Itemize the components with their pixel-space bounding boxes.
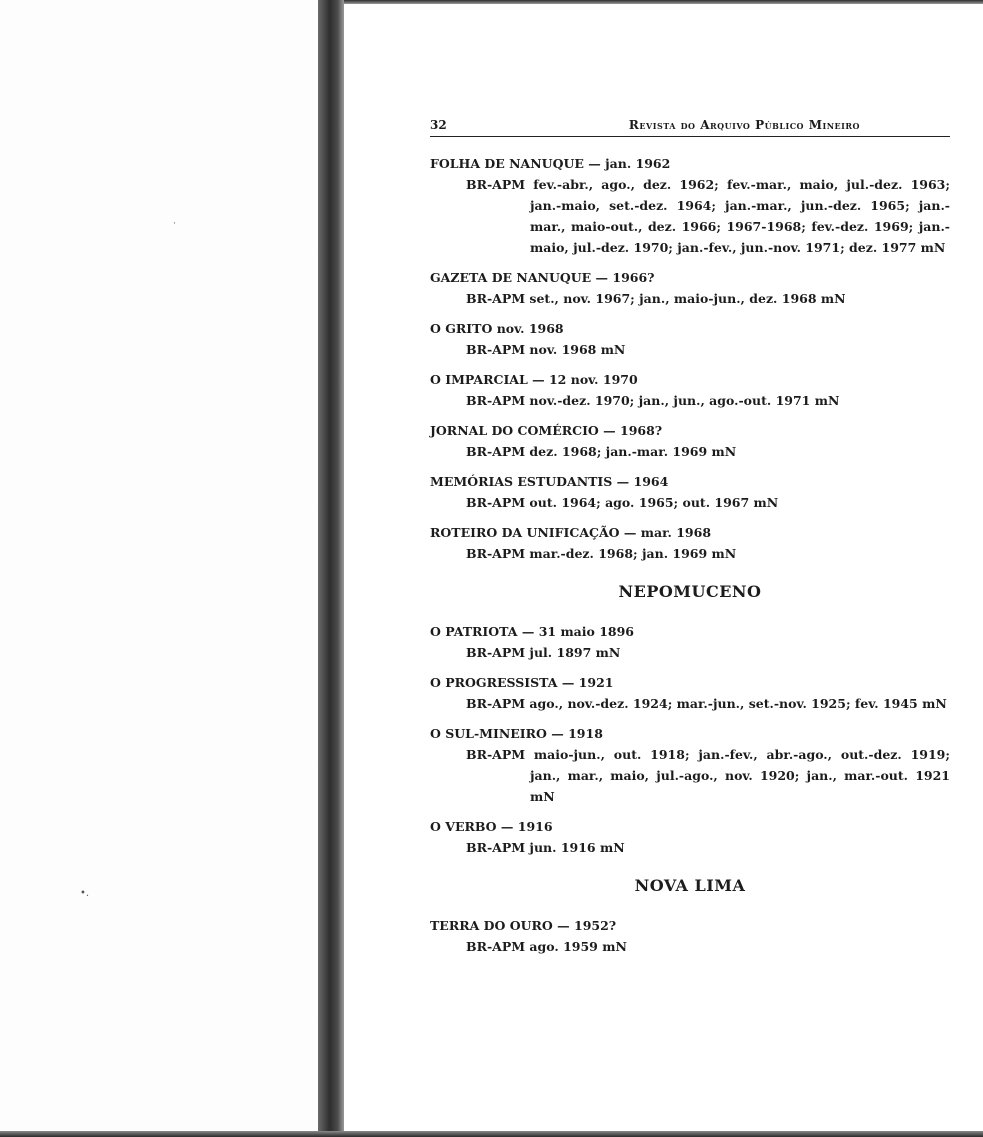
left-facing-page [0, 0, 318, 1137]
paper-speck: •. [80, 888, 90, 899]
entry-title: FOLHA DE NANUQUE — jan. 1962 [430, 156, 671, 171]
catalog-entry [430, 672, 950, 714]
entry-title: JORNAL DO COMÉRCIO — 1968? [430, 423, 663, 438]
book-spine [318, 0, 344, 1137]
catalog-entry [430, 153, 950, 258]
catalog-entry [430, 267, 950, 309]
entry-holding: BR-APM nov. 1968 mN [466, 342, 626, 357]
section-nepomuceno [430, 582, 950, 858]
catalog-entry [430, 915, 950, 957]
entry-title: GAZETA DE NANUQUE — 1966? [430, 270, 655, 285]
document-page [430, 118, 950, 966]
entry-holding: BR-APM dez. 1968; jan.-mar. 1969 mN [466, 444, 737, 459]
entry-holding: BR-APM maio-jun., out. 1918; jan.-fev., abr.-ago., out.-dez. 1919; jan., mar., maio, jul.-ago., nov. 1920; jan., mar.-out. 1921 mN [466, 747, 950, 804]
entry-holding: BR-APM mar.-dez. 1968; jan. 1969 mN [466, 546, 737, 561]
paper-speck: ˙ [172, 222, 177, 233]
entry-holding: BR-APM ago., nov.-dez. 1924; mar.-jun., set.-nov. 1925; fev. 1945 mN [466, 696, 947, 711]
entry-holding: BR-APM jul. 1897 mN [466, 645, 621, 660]
catalog-entry [430, 723, 950, 807]
entry-title: O SUL-MINEIRO — 1918 [430, 726, 603, 741]
section-nanuque [430, 153, 950, 564]
catalog-entry [430, 621, 950, 663]
page-top-edge [344, 0, 983, 4]
entry-holding: BR-APM set., nov. 1967; jan., maio-jun., dez. 1968 mN [466, 291, 846, 306]
entry-title: MEMÓRIAS ESTUDANTIS — 1964 [430, 474, 669, 489]
entry-title: O VERBO — 1916 [430, 819, 553, 834]
entry-title: ROTEIRO DA UNIFICAÇÃO — mar. 1968 [430, 525, 712, 540]
entry-title: TERRA DO OURO — 1952? [430, 918, 617, 933]
entry-title: O GRITO nov. 1968 [430, 321, 564, 336]
section-heading: NOVA LIMA [634, 876, 746, 895]
page-bottom-edge [0, 1131, 983, 1137]
catalog-entry [430, 318, 950, 360]
entry-holding: BR-APM ago. 1959 mN [466, 939, 627, 954]
section-nova-lima [430, 876, 950, 957]
catalog-entry [430, 420, 950, 462]
catalog-entry [430, 816, 950, 858]
entry-title: O IMPARCIAL — 12 nov. 1970 [430, 372, 638, 387]
running-header [430, 118, 950, 137]
page-number: 32 [430, 118, 447, 132]
entry-holding: BR-APM jun. 1916 mN [466, 840, 625, 855]
running-title: Revista do Arquivo Público Mineiro [628, 118, 860, 132]
entry-title: O PATRIOTA — 31 maio 1896 [430, 624, 634, 639]
entry-holding: BR-APM nov.-dez. 1970; jan., jun., ago.-out. 1971 mN [466, 393, 840, 408]
catalog-entry [430, 522, 950, 564]
section-heading: NEPOMUCENO [618, 582, 762, 601]
entry-holding: BR-APM fev.-abr., ago., dez. 1962; fev.-mar., maio, jul.-dez. 1963; jan.-maio, set.-dez. 1964; jan.-mar., jun.-dez. 1965; jan.-mar., maio-out., dez. 1966; 1967-1968; fev.-dez. 1969; jan.-maio, jul.-dez. 1970; jan.-fev., jun.-nov. 1971; dez. 1977 mN [466, 177, 950, 255]
entry-holding: BR-APM out. 1964; ago. 1965; out. 1967 mN [466, 495, 779, 510]
entry-title: O PROGRESSISTA — 1921 [430, 675, 614, 690]
catalog-entry [430, 369, 950, 411]
catalog-entry [430, 471, 950, 513]
